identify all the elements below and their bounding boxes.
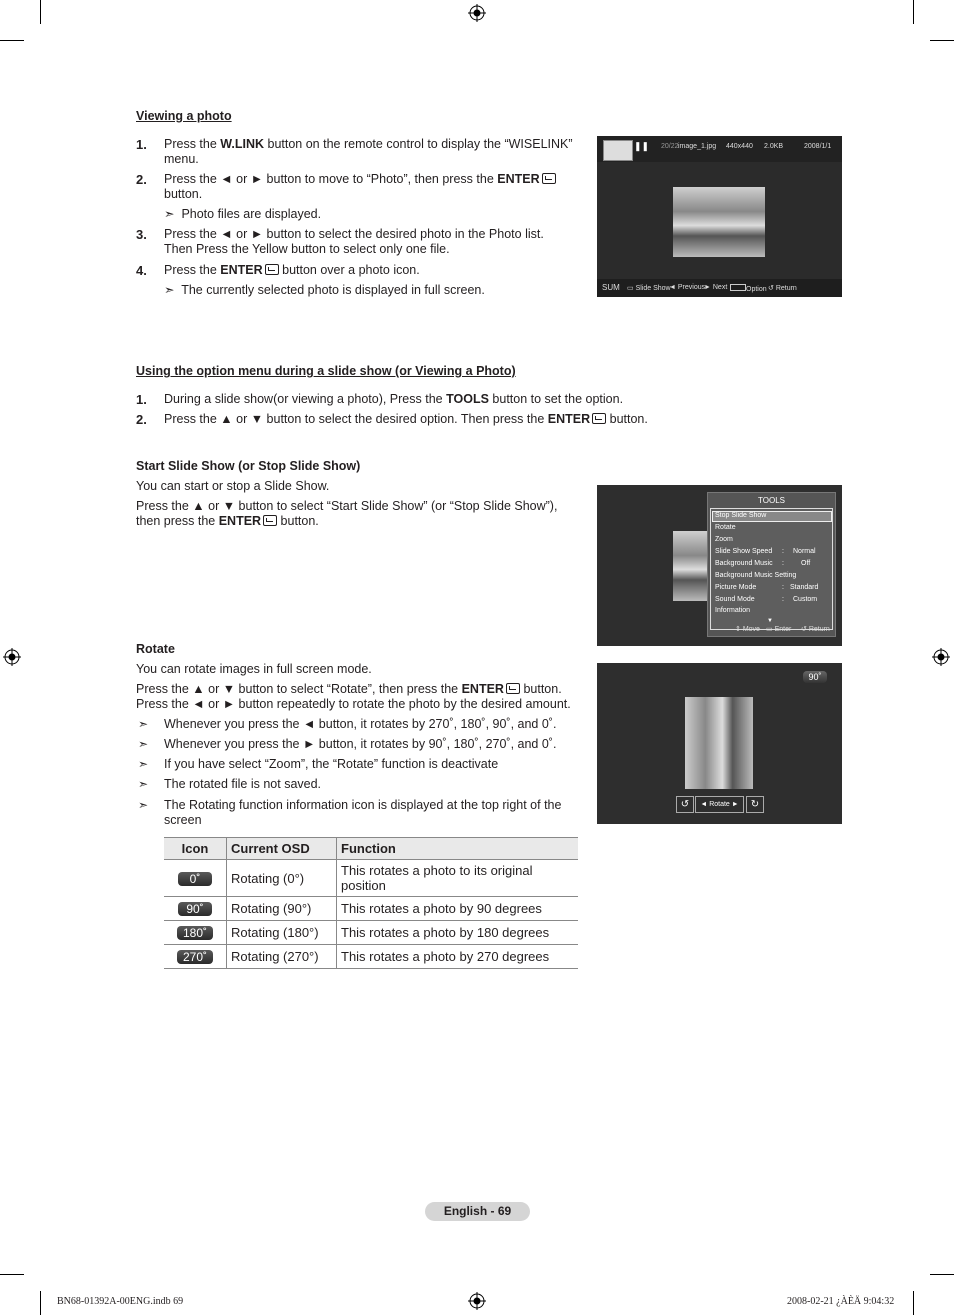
enter-icon [542,173,556,184]
menu-item-background-music[interactable]: Background Music : Off [715,560,811,567]
section-title-viewing-photo: Viewing a photo [136,109,232,123]
menu-item-zoom[interactable]: Zoom [715,536,733,543]
crop-mark [913,1291,914,1315]
function-cell: This rotates a photo by 90 degrees [337,897,579,921]
device-label: SUM [602,283,620,292]
body-text: You can rotate images in full screen mode. [136,662,372,676]
osd-cell: Rotating (0°) [227,860,337,897]
note-arrow-icon: ➣ [138,798,149,812]
step-text: Then Press the Yellow button to select only one file. [164,242,450,256]
step-number: 3. [136,227,147,242]
footer-move: ⇕ Move [735,626,760,633]
registration-mark-icon [468,4,486,22]
body-text: Press the ◄ or ► button repeatedly to rotate the photo by the desired amount. [136,697,571,711]
osd-cell: Rotating (270°) [227,945,337,969]
step-text: Press the ENTER button over a photo icon. [164,263,420,277]
menu-item-picture-mode[interactable]: Picture Mode : Standard [715,584,819,591]
photo-thumb-icon [603,140,633,161]
note: screen [164,813,202,827]
rotation-90-icon: 90˚ [178,902,212,916]
crop-mark [913,0,914,24]
osd-cell: Rotating (180°) [227,921,337,945]
rotate-control[interactable]: ◄ Rotate ► [695,796,744,813]
registration-mark-icon [932,648,950,666]
pause-icon: ❚❚ [634,141,650,151]
step-number: 2. [136,172,147,187]
note-arrow-icon: ➣ [138,737,149,751]
rotation-0-icon: 0˚ [178,872,212,886]
step-text: Press the W.LINK button on the remote control to display the “WISELINK” [164,137,573,151]
step-number: 1. [136,137,147,152]
step-text: Press the ◄ or ► button to select the desired photo in the Photo list. [164,227,544,241]
step-text: menu. [164,152,199,166]
step-text: During a slide show(or viewing a photo), Press the TOOLS button to set the option. [164,392,624,406]
rotation-table [164,837,578,969]
step-text: Press the ◄ or ► button to move to “Photo”, then press the ENTER [164,172,556,187]
menu-item-background-music-setting[interactable]: Background Music Setting [715,572,797,579]
note-arrow-icon: ➣ [138,777,149,791]
print-slug-left: BN68-01392A-00ENG.indb 69 [57,1296,184,1307]
menu-item-stop-slide-show[interactable]: Stop Slide Show [715,512,767,519]
step-number: 2. [136,412,147,427]
note: Whenever you press the ► button, it rotates by 90˚, 180˚, 270˚, and 0˚. [164,737,557,751]
page-number: English - 69 [425,1202,530,1221]
print-slug-right: 2008-02-21 ¿ÀÈÄ 9:04:32 [787,1296,895,1307]
step-text: Press the ▲ or ▼ button to select the desired option. Then press the ENTER button. [164,412,648,426]
body-text: then press the ENTER button. [136,514,319,528]
step-number: 1. [136,392,147,407]
section-title-option-menu: Using the option menu during a slide show (or Viewing a Photo) [136,364,516,378]
tv-screen-tools-menu [597,485,842,646]
tv-screen-rotate [597,663,842,824]
note-arrow-icon: ➣ [164,207,175,221]
table-row [164,921,578,945]
body-text: Press the ▲ or ▼ button to select “Start Slide Show” (or “Stop Slide Show”), [136,499,558,513]
body-text: Press the ▲ or ▼ button to select “Rotate”, then press the ENTER button. [136,682,562,696]
note-arrow-icon: ➣ [164,283,175,297]
file-counter: 20/22 [661,143,679,150]
step-text: button. [164,187,203,201]
file-size: 2.0KB [764,143,784,150]
control-slide-show[interactable]: ▭ Slide Show [627,285,671,292]
note: The rotated file is not saved. [164,777,322,791]
crop-mark [930,40,954,41]
rotate-left-icon[interactable]: ↺ [676,796,694,813]
enter-icon [265,264,279,275]
table-row [164,860,578,897]
file-name: image_1.jpg [678,143,717,150]
table-header: Icon [164,838,227,860]
function-cell: This rotates a photo to its original position [337,860,579,897]
crop-mark [930,1274,954,1275]
menu-item-rotate[interactable]: Rotate [715,524,736,531]
crop-mark [40,0,41,24]
registration-mark-icon [3,648,21,666]
function-cell: This rotates a photo by 270 degrees [337,945,579,969]
note: Whenever you press the ◄ button, it rotates by 270˚, 180˚, 90˚, and 0˚. [164,717,557,731]
tools-menu-list [710,508,833,630]
note: The Rotating function information icon is displayed at the top right of the [164,798,562,812]
rotated-photo [685,697,753,789]
crop-mark [0,1274,24,1275]
tv-screen-photo-viewer [597,136,842,297]
section-title-rotate: Rotate [136,642,175,656]
file-resolution: 440x440 [726,143,753,150]
section-title-slide-show: Start Slide Show (or Stop Slide Show) [136,459,361,473]
crop-mark [0,40,24,41]
function-cell: This rotates a photo by 180 degrees [337,921,579,945]
rotation-270-icon: 270˚ [177,950,213,964]
table-row [164,897,578,921]
enter-icon [263,515,277,526]
note-arrow-icon: ➣ [138,717,149,731]
menu-item-sound-mode[interactable]: Sound Mode : Custom [715,596,818,603]
table-row [164,945,578,969]
rotation-badge: 90˚ [803,671,827,683]
file-date: 2008/1/1 [804,143,832,150]
enter-icon [506,683,520,694]
rotation-180-icon: 180˚ [177,926,213,940]
photo-image [673,187,765,257]
control-previous[interactable]: ◄ Previous [669,284,706,291]
control-option[interactable]: Option [730,284,767,293]
footer-return: ↺ Return [801,626,830,633]
scroll-down-icon[interactable]: ▼ [767,618,773,624]
enter-icon [592,413,606,424]
rotate-right-icon[interactable]: ↻ [746,796,764,813]
osd-cell: Rotating (90°) [227,897,337,921]
tools-menu-title: TOOLS [758,496,785,505]
menu-item-slide-show-speed[interactable]: Slide Show Speed : Normal [715,548,816,555]
note-arrow-icon: ➣ [138,757,149,771]
table-header: Current OSD [227,838,337,860]
crop-mark [40,1291,41,1315]
note: ➣ The currently selected photo is displayed in full screen. [164,283,485,297]
control-next[interactable]: ► Next [704,284,728,291]
note: If you have select “Zoom”, the “Rotate” function is deactivate [164,757,499,771]
control-return[interactable]: ↺ Return [768,285,797,292]
registration-mark-icon [468,1292,486,1310]
tools-menu [707,492,836,637]
table-header: Function [337,838,579,860]
body-text: You can start or stop a Slide Show. [136,479,330,493]
note: ➣ Photo files are displayed. [164,207,322,221]
step-number: 4. [136,263,147,278]
menu-item-information[interactable]: Information [715,607,751,614]
footer-enter: ▭ Enter [766,626,792,633]
